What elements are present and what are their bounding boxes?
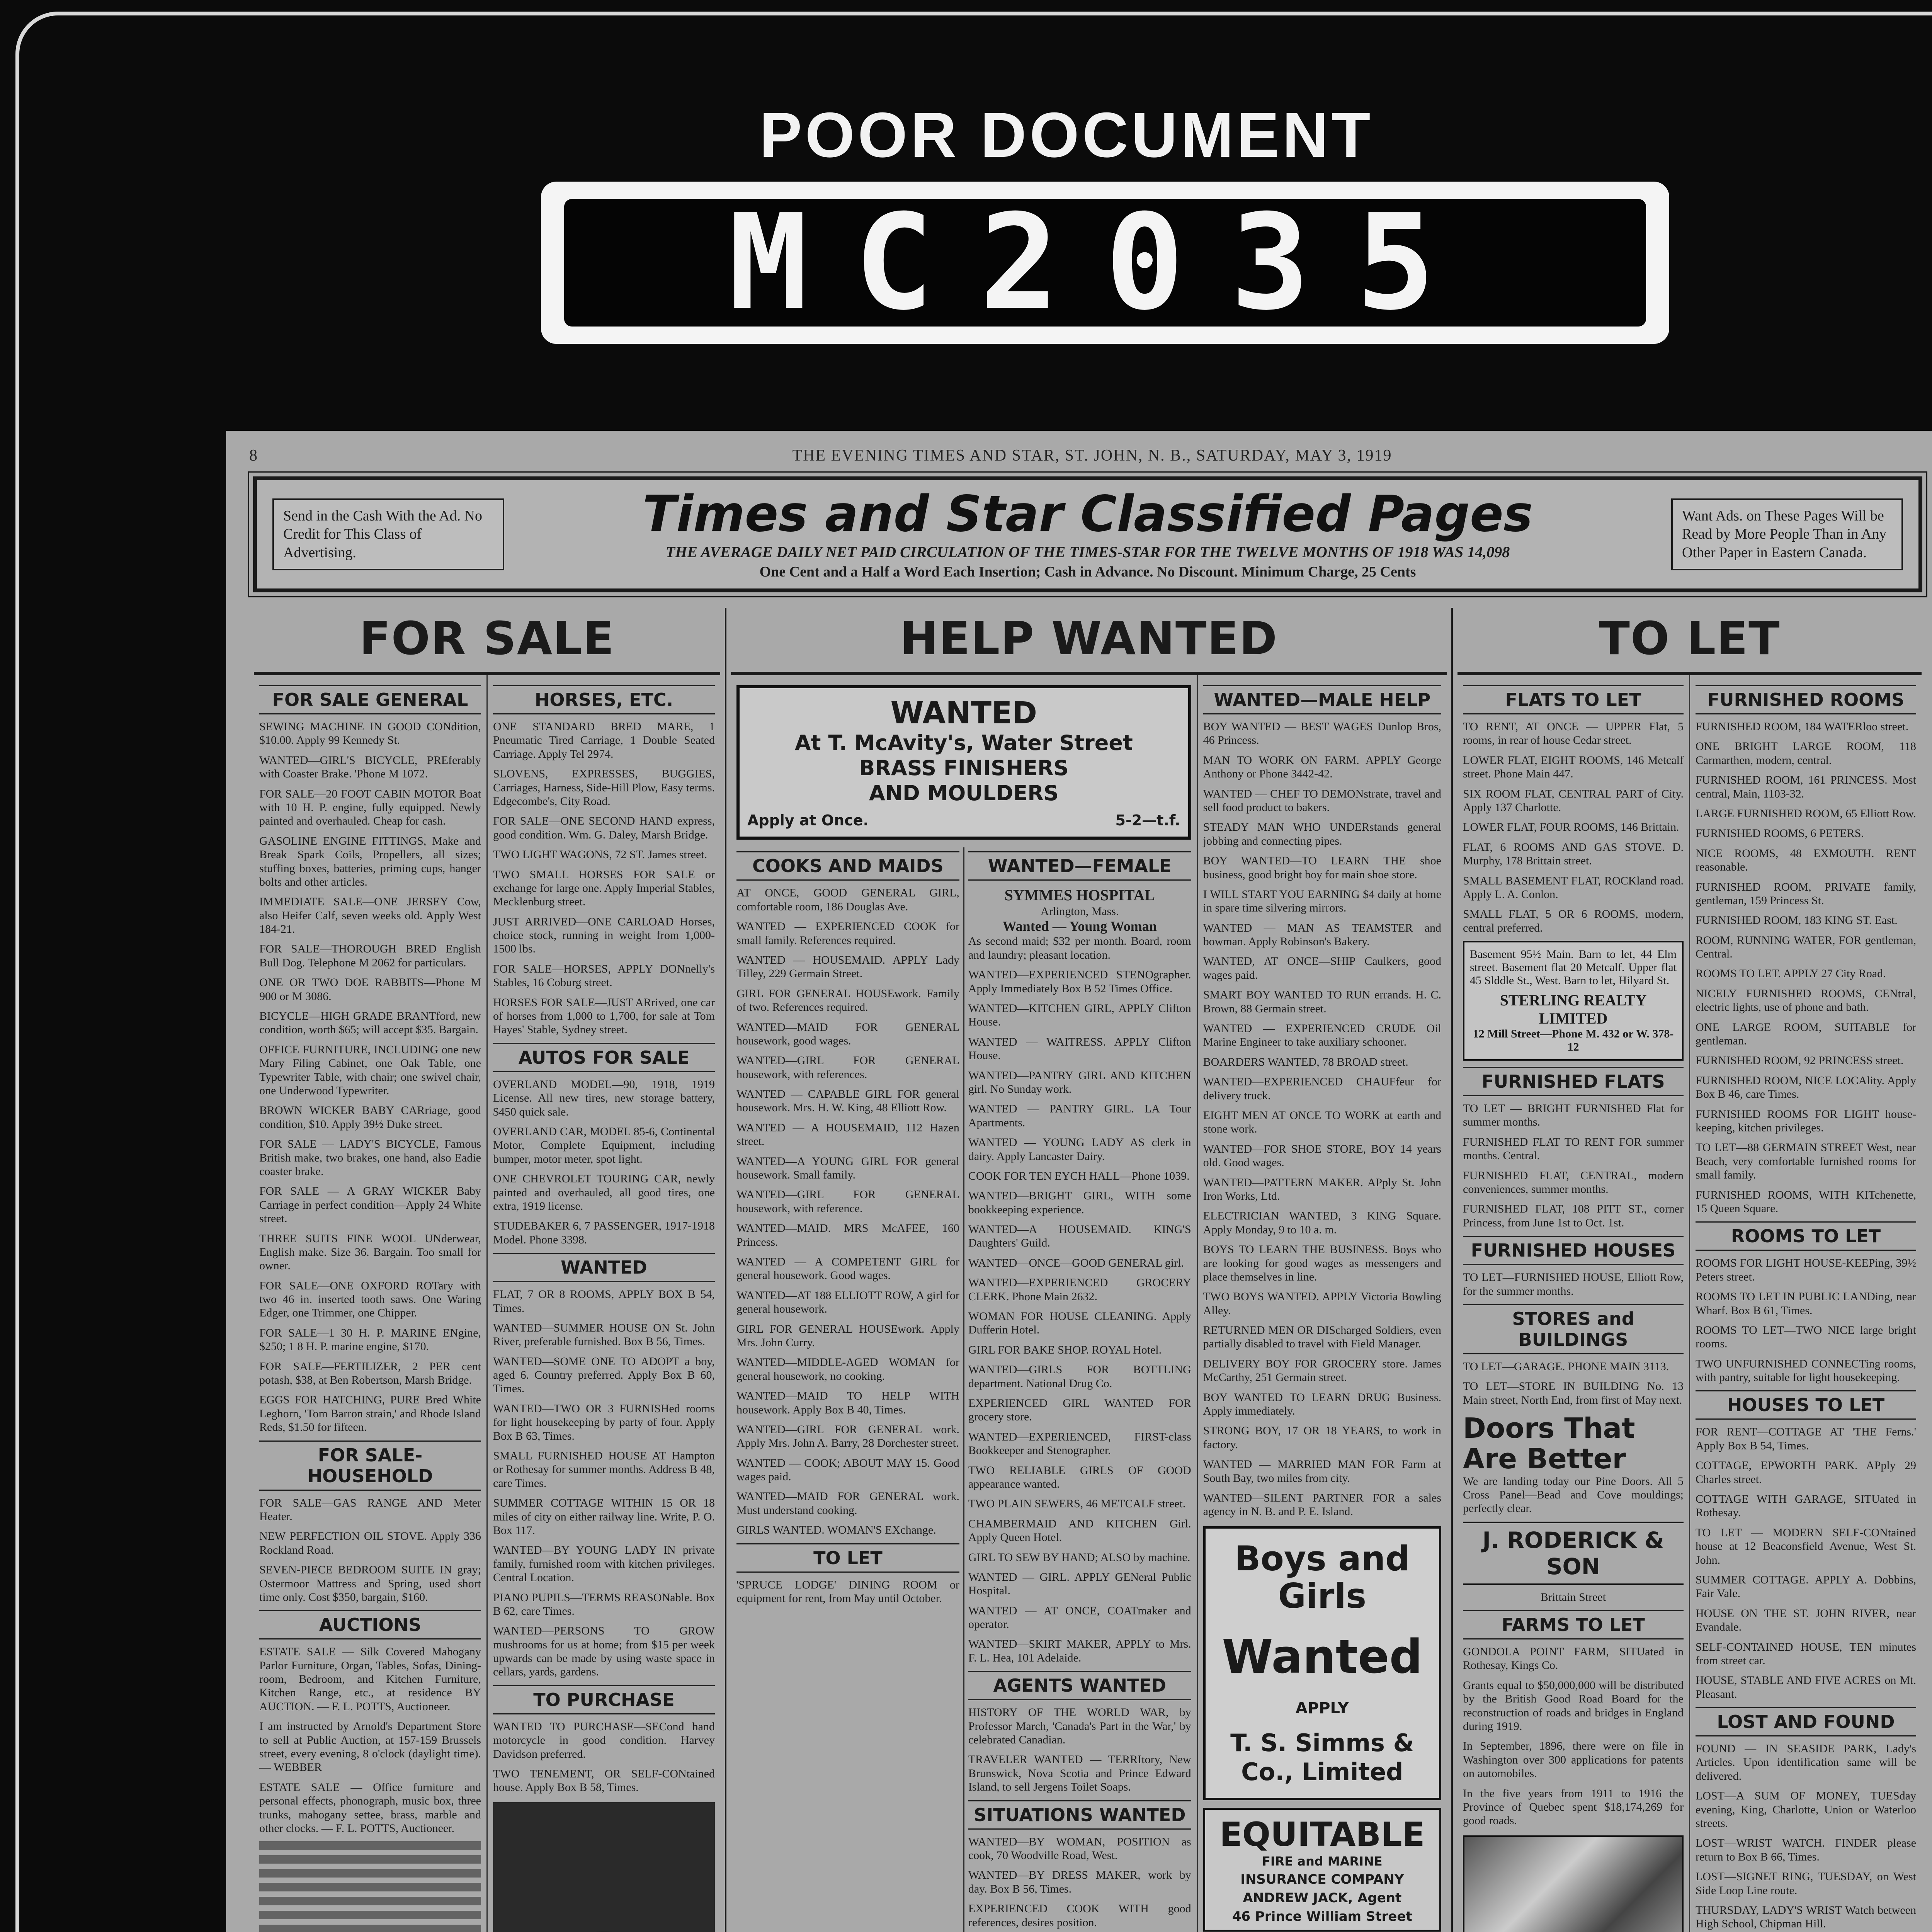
newspaper-page	[226, 431, 1932, 1932]
classified-ad: WANTED—SKIRT MAKER, APPLY to Mrs. F. L. Hea, 101 Adelaide.	[968, 1638, 1191, 1664]
classified-columns	[249, 608, 1926, 1932]
classified-ad: COTTAGE WITH GARAGE, SITUated in Rothesay.	[1696, 1493, 1916, 1519]
classified-ad: BICYCLE—HIGH GRADE BRANTford, new condition, worth $65; will accept $35. Bargain.	[259, 1010, 481, 1036]
classified-ad: FURNISHED FLAT, 108 PITT ST., corner Princess, from June 1st to Oct. 1st.	[1463, 1202, 1684, 1229]
help-col-1	[731, 675, 1198, 1932]
classified-ad: WANTED—EXPERIENCED, FIRST-class Bookkeeper and Stenographer.	[968, 1430, 1191, 1457]
classified-ad: FOR SALE—ONE OXFORD ROTary with two 46 in. inserted tooth saws. One Waring Edger, one Trimmer, one Chipper.	[259, 1279, 481, 1320]
category-heading: AUCTIONS	[259, 1610, 481, 1639]
illegible-text	[259, 1841, 481, 1932]
classified-ad: WANTED—GIRL'S BICYCLE, PREferably with Coaster Brake. 'Phone M 1072.	[259, 753, 481, 781]
for-sale-col-1	[254, 675, 488, 1932]
classified-ad: AT ONCE, GOOD GENERAL GIRL, comfortable room, 186 Douglas Ave.	[736, 886, 959, 913]
doors-ad-title: Doors That Are Better	[1463, 1412, 1635, 1475]
classified-ad: ONE OR TWO DOE RABBITS—Phone M 900 or M 3086.	[259, 976, 481, 1003]
classified-ad: COOK FOR TEN EYCH HALL—Phone 1039.	[968, 1169, 1190, 1182]
classified-ad: WANTED — HOUSEMAID. APPLY Lady Tilley, 229 Germain Street.	[736, 953, 959, 980]
classified-ad: ONE LARGE ROOM, SUITABLE for gentleman.	[1696, 1020, 1916, 1048]
category-heading: AUTOS FOR SALE	[493, 1043, 715, 1072]
classified-ad: OFFICE FURNITURE, INCLUDING one new Mary Filing Cabinet, one Oak Table, one Typewriter Table, with chair; one swivel chair, one Underwood Typewriter.	[259, 1043, 481, 1097]
classified-ad: FURNISHED FLAT TO RENT FOR summer months. Central.	[1463, 1135, 1684, 1162]
classified-ad: SMALL FURNISHED HOUSE AT Hampton or Rothesay for summer months. Address B 48, care Times.	[493, 1449, 715, 1490]
classified-ad: TRAVELER WANTED — TERRItory, New Brunswick, Nova Scotia and Prince Edward Island, to sell Jergens Toilet Soaps.	[968, 1753, 1191, 1794]
banner-right-box: Want Ads. on These Pages Will be Read by More People Than in Any Other Paper in Eastern Canada.	[1671, 498, 1903, 571]
classified-ad: WANTED — COOK; ABOUT MAY 15. Good wages paid.	[736, 1456, 959, 1483]
classified-ad: 'SPRUCE LODGE' DINING ROOM or equipment for rent, from May until October.	[736, 1578, 959, 1605]
classified-ad: FOUND — IN SEASIDE PARK, Lady's Articles. Upon identification same will be delivered.	[1696, 1742, 1916, 1782]
classified-ad: JUST ARRIVED—ONE CARLOAD Horses, choice stock, running in weight from 1,000-1500 lbs.	[493, 915, 715, 956]
classified-ad: FURNISHED ROOM, 92 PRINCESS street.	[1696, 1054, 1904, 1067]
poor-document-label: POOR DOCUMENT	[759, 99, 1374, 170]
classified-ad: DELIVERY BOY FOR GROCERY store. James McCarthy, 251 Germain street.	[1203, 1357, 1441, 1384]
classified-ad: OVERLAND CAR, MODEL 85-6, Continental Motor, Complete Equipment, including bumper, motor meter, spot light.	[493, 1125, 715, 1165]
classified-ad: ROOMS TO LET. APPLY 27 City Road.	[1696, 967, 1886, 980]
classified-ad: WANTED—A YOUNG GIRL FOR general housework. Small family.	[736, 1155, 959, 1182]
banner-left-box: Send in the Cash With the Ad. No Credit for This Class of Advertising.	[272, 498, 504, 571]
classified-ad: TO LET — MODERN SELF-CONtained house at 12 Beaconsfield Avenue, West St. John.	[1696, 1526, 1916, 1566]
classified-ad: HORSES FOR SALE—JUST ARrived, one car of horses from 1,000 to 1,700, for sale at Tom Hayes' Stable, Sydney street.	[493, 996, 715, 1036]
classified-ad: HOUSE, STABLE AND FIVE ACRES on Mt. Pleasant.	[1696, 1674, 1916, 1701]
to-let-col-2	[1690, 675, 1922, 1932]
classified-ad: PIANO PUPILS—TERMS REASONable. Box B 62, care Times.	[493, 1591, 715, 1617]
classified-ad: WANTED — MARRIED MAN FOR Farm at South Bay, two miles from city.	[1203, 1458, 1441, 1485]
classified-ad: TWO BOYS WANTED. APPLY Victoria Bowling Alley.	[1203, 1290, 1441, 1317]
classified-ad: SLOVENS, EXPRESSES, BUGGIES, Carriages, Harness, Side-Hill Plow, Easy terms. Edgecombe's, City Road.	[493, 767, 715, 808]
classified-ad: SEWING MACHINE IN GOOD CONdition, $10.00. Apply 99 Kennedy St.	[259, 720, 481, 747]
help-col-2	[1198, 675, 1447, 1932]
category-heading: HOUSES TO LET	[1696, 1390, 1916, 1420]
classified-ad: FOR RENT—COTTAGE AT 'THE Ferns.' Apply Box B 54, Times.	[1696, 1425, 1916, 1452]
classified-ad: EXPERIENCED GIRL WANTED FOR grocery store.	[968, 1396, 1191, 1423]
classified-ad: WANTED—MAID. MRS McAFEE, 160 Princess.	[736, 1222, 959, 1248]
classified-ad: RETURNED MEN OR DIScharged Soldiers, even partially disabled to travel with Field Manager.	[1203, 1324, 1441, 1350]
circulation-note: THE AVERAGE DAILY NET PAID CIRCULATION OF THE TIMES-STAR FOR THE TWELVE MONTHS OF 1918 WAS 14,098	[665, 543, 1510, 561]
classified-ad: FOR SALE—GAS RANGE AND Meter Heater.	[259, 1496, 481, 1523]
category-heading: FOR SALE-HOUSEHOLD	[259, 1440, 481, 1491]
classified-ad: ROOMS TO LET IN PUBLIC LANDing, near Wharf. Box B 61, Times.	[1696, 1290, 1916, 1317]
classified-ad: BOY WANTED—TO LEARN THE shoe business, good bright boy for main shoe store.	[1203, 854, 1441, 881]
page-title: Times and Star Classified Pages	[642, 485, 1533, 543]
classified-ad: WANTED—EXPERIENCED GROCERY CLERK. Phone Main 2632.	[968, 1276, 1191, 1303]
classified-ad: BROWN WICKER BABY CARriage, good condition, $10. Apply 39½ Duke street.	[259, 1104, 481, 1131]
classified-ad: WANTED — A COMPETENT GIRL for general housework. Good wages.	[736, 1255, 959, 1282]
category-heading: WANTED—MALE HELP	[1203, 685, 1441, 714]
banner-center	[504, 485, 1671, 580]
classified-ad: WANTED—MAID FOR GENERAL work. Must understand cooking.	[736, 1490, 959, 1517]
classified-ad: WANTED, AT ONCE—SHIP Caulkers, good wages paid.	[1203, 955, 1441, 981]
classified-ad: WANTED—GIRL FOR GENERAL work. Apply Mrs. John A. Barry, 28 Dorchester street.	[736, 1423, 959, 1450]
sterling-realty-ad: Basement 95½ Main. Barn to let, 44 Elm street. Basement flat 20 Metcalf. Upper flat 45 Slddle St., West. Barn to let, Hilyard St. STERLING REALTY LIMITED 12 Mill Street—Phone M. 432 or W. 378-12	[1463, 941, 1684, 1061]
classified-ad: GIRLS WANTED. WOMAN'S EXchange.	[736, 1524, 936, 1537]
classified-ad: HISTORY OF THE WORLD WAR, by Professor March, 'Canada's Part in the War,' by celebrated Canadian.	[968, 1706, 1191, 1747]
category-heading: LOST AND FOUND	[1696, 1707, 1916, 1736]
classified-ad: WANTED — WAITRESS. APPLY Clifton House.	[968, 1035, 1191, 1062]
category-heading: WANTED—FEMALE	[968, 851, 1191, 881]
category-heading: FARMS TO LET	[1463, 1610, 1684, 1639]
for-sale-section	[249, 608, 726, 1932]
classified-ad: EXPERIENCED COOK WITH good references, desires position.	[968, 1902, 1191, 1929]
classified-ad: WANTED—BRIGHT GIRL, WITH some bookkeeping experience.	[968, 1189, 1191, 1216]
category-heading: TO PURCHASE	[493, 1685, 715, 1714]
to-let-col-1: FLATS TO LET TO RENT, AT ONCE — UPPER Flat, 5 rooms, in rear of house Cedar street. LOWER FLAT, EIGHT ROOMS, 146 Metcalf street. Phone Main 447. SIX ROOM FLAT, CENTRAL PART of City. Apply 137 Charlotte. LOWER FLAT, FOUR ROOMS, 146 Brittain. FLAT, 6 ROOMS AND GAS STOVE. D. Murphy, 178 Brittain street. SMALL BASEMENT FLAT, ROCKland road. Apply L. A. Conlon. SMALL FLAT, 5 OR 6 ROOMS, modern, central preferred. Basement 95½ Main. Barn to let, 44 Elm street. Basement flat 20 Metcalf. Upper flat 45 Slddle St., West. Barn to let, Hilyard St. STERLING REALTY LIMITED 12 Mill Street—Phone M. 432 or W. 378-12 FURNISHED FLATS TO LET — BRIGHT FURNISHED Flat for summer months. FURNISHED FLAT TO RENT FOR summer months. Central. FURNISHED FLAT, CENTRAL, modern conveniences, summer months. FURNISHED FLAT, 108 PITT ST., corner Princess, from June 1st to Oct. 1st. FURNISHED HOUSES TO LET—FURNISHED HOUSE, Elliott Row, for the summer months. STORES and BUILDINGS TO LET—GARAGE. PHONE MAIN 3113. TO LET—STORE IN BUILDING No. 13 Main street, North End, from first of May next. Doors That Are Better We are landing today our Pine Doors. All 5 Cross Panel—Bead and Cove mouldings; perfectly clear. J. RODERICK & SON Brittain Street FARMS TO LET GONDOLA POINT FARM, SITUated in Rothesay, Kings Co. Grants equal to $50,000,000 will be distributed by the British Good Road Board for the reconstruction of roads and bridges in England during 1919. In September, 1896, there were on file in Washington over 300 applications for patents on automobiles. In the five years from 1911 to 1916 the Province of Quebec spent $18,174,269 for good roads.	[1458, 675, 1690, 1932]
classified-ad: WANTED—GIRLS FOR BOTTLING department. National Drug Co.	[968, 1363, 1191, 1390]
classified-ad: WANTED—PANTRY GIRL AND KITCHEN girl. No Sunday work.	[968, 1069, 1191, 1095]
classified-ad: LOST—SIGNET RING, TUESDAY, on West Side Loop Line route.	[1696, 1870, 1916, 1897]
classified-ad: WANTED — MAN AS TEAMSTER and bowman. Apply Robinson's Bakery.	[1203, 921, 1441, 948]
classified-ad: In the five years from 1911 to 1916 the Province of Quebec spent $18,174,269 for good roads.	[1463, 1787, 1684, 1827]
classified-ad: BOY WANTED TO LEARN DRUG Business. Apply immediately.	[1203, 1391, 1441, 1418]
classified-ad: WANTED—SILENT PARTNER FOR a sales agency in N. B. and P. E. Island.	[1203, 1491, 1441, 1518]
classified-ad: FOR SALE — A GRAY WICKER Baby Carriage in perfect condition—Apply 24 White street.	[259, 1185, 481, 1225]
classified-ad: FOR SALE—20 FOOT CABIN MOTOR Boat with 10 H. P. engine, fully equipped. Newly painted and overhauled. Cheap for cash.	[259, 787, 481, 828]
classified-ad: WANTED—BY WOMAN, POSITION as cook, 70 Woodville Road, West.	[968, 1835, 1191, 1862]
classified-ad: SMART BOY WANTED TO RUN errands. H. C. Brown, 88 Germain street.	[1203, 988, 1441, 1015]
classified-ad: ESTATE SALE — Office furniture and personal effects, phonograph, music box, three trunks, mahogany settee, brass, marble and other clocks. — F. L. POTTS, Auctioneer.	[259, 1781, 481, 1835]
classified-ad: TWO RELIABLE GIRLS OF GOOD appearance wanted.	[968, 1464, 1191, 1490]
classified-ad: WANTED—BY DRESS MAKER, work by day. Box B 56, Times.	[968, 1869, 1191, 1895]
classified-ad: TO LET — BRIGHT FURNISHED Flat for summer months.	[1463, 1102, 1684, 1129]
classified-ad: FLAT, 7 OR 8 ROOMS, APPLY BOX B 54, Times.	[493, 1288, 715, 1315]
classified-ad: Grants equal to $50,000,000 will be distributed by the British Good Road Board for the reconstruction of roads and bridges in England during 1919.	[1463, 1679, 1684, 1733]
classified-ad: HOUSE ON THE ST. JOHN RIVER, near Evandale.	[1696, 1607, 1916, 1634]
classified-ad: ROOMS FOR LIGHT HOUSE-KEEPing, 39½ Peters street.	[1696, 1257, 1916, 1283]
category-heading: HORSES, ETC.	[493, 685, 715, 714]
classified-ad: WANTED TO PURCHASE—SECond hand motorcycle in good condition. Harvey Davidson preferred.	[493, 1720, 715, 1760]
classified-ad: WANTED—AT 188 ELLIOTT ROW, A girl for general housework.	[736, 1289, 959, 1316]
classified-ad: GIRL FOR GENERAL HOUSEwork. Apply Mrs. John Curry.	[736, 1322, 959, 1349]
classified-ad: FOR SALE—THOROUGH BRED English Bull Dog. Telephone M 2062 for particulars.	[259, 942, 481, 969]
classified-ad: STUDEBAKER 6, 7 PASSENGER, 1917-1918 Model. Phone 3398.	[493, 1219, 715, 1246]
category-heading: WANTED	[493, 1253, 715, 1282]
help-wanted-heading: HELP WANTED	[731, 608, 1447, 675]
classified-ad: TWO PLAIN SEWERS, 46 METCALF street.	[968, 1497, 1186, 1510]
classified-ad: GONDOLA POINT FARM, SITUated in Rothesay, Kings Co.	[1463, 1645, 1684, 1672]
classified-ad: MAN TO WORK ON FARM. APPLY George Anthony or Phone 3442-42.	[1203, 753, 1441, 781]
classified-ad: EIGHT MEN AT ONCE TO WORK at earth and stone work.	[1203, 1109, 1441, 1136]
classified-ad: WANTED—A HOUSEMAID. KING'S Daughters' Guild.	[968, 1223, 1191, 1250]
classified-ad: TO LET—FURNISHED HOUSE, Elliott Row, for the summer months.	[1463, 1271, 1684, 1298]
dateline	[249, 446, 1926, 465]
help-wanted-section	[726, 608, 1453, 1932]
classified-ad: FOR SALE—1 30 H. P. MARINE ENgine, $250; 1 8 H. P. marine engine, $170.	[259, 1326, 481, 1353]
to-let-heading: TO LET	[1458, 608, 1922, 675]
classified-ad: FURNISHED FLAT, CENTRAL, modern conveniences, summer months.	[1463, 1169, 1684, 1196]
classified-ad: NICE ROOMS, 48 EXMOUTH. RENT reasonable.	[1696, 847, 1916, 874]
classified-ad: ONE BRIGHT LARGE ROOM, 118 Carmarthen, modern, central.	[1696, 740, 1916, 767]
classified-ad: FURNISHED ROOMS, 6 PETERS.	[1696, 827, 1864, 840]
classified-ad: WANTED—EXPERIENCED CHAUFfeur for delivery truck.	[1203, 1075, 1441, 1102]
classified-ad: LOWER FLAT, FOUR ROOMS, 146 Brittain.	[1463, 821, 1679, 834]
classified-ad: STRONG BOY, 17 OR 18 YEARS, to work in factory.	[1203, 1424, 1441, 1451]
category-heading: COOKS AND MAIDS	[736, 851, 959, 881]
classified-ad: FOR SALE—ONE SECOND HAND express, good condition. Wm. G. Daley, Marsh Bridge.	[493, 815, 715, 841]
category-heading: FLATS TO LET	[1463, 685, 1684, 714]
classified-ad: I am instructed by Arnold's Department Store to sell at Public Auction, at 157-159 Brussels street, every evening, 8 o'clock (daylight time). — WEBBER	[259, 1720, 481, 1774]
classified-ad: OVERLAND MODEL—90, 1918, 1919 License. All new tires, new storage battery, $450 quick sale.	[493, 1078, 715, 1118]
classified-ad: TO RENT, AT ONCE — UPPER Flat, 5 rooms, in rear of house Cedar street.	[1463, 720, 1684, 747]
classified-ad: THURSDAY, LADY'S WRIST Watch between High School, Chipman Hill.	[1696, 1904, 1916, 1930]
classified-ad: LOWER FLAT, EIGHT ROOMS, 146 Metcalf street. Phone Main 447.	[1463, 753, 1684, 781]
classified-ad: WANTED — EXPERIENCED COOK for small family. References required.	[736, 920, 959, 947]
classified-ad: TO LET—GARAGE. PHONE MAIN 3113.	[1463, 1360, 1669, 1373]
rates-note: One Cent and a Half a Word Each Insertion; Cash in Advance. No Discount. Minimum Charge, 25 Cents	[759, 563, 1416, 580]
classified-ad: FURNISHED ROOMS, WITH KITchenette, 15 Queen Square.	[1696, 1188, 1916, 1215]
classified-ad: BOY WANTED — BEST WAGES Dunlop Bros, 46 Princess.	[1203, 720, 1441, 747]
classified-ad: FLAT, 6 ROOMS AND GAS STOVE. D. Murphy, 178 Brittain street.	[1463, 840, 1684, 867]
classified-ad: GIRL TO SEW BY HAND; ALSO by machine.	[968, 1551, 1190, 1564]
classified-ad: ESTATE SALE — Silk Covered Mahogany Parlor Furniture, Organ, Tables, Sofas, Dining-room, Bedroom, and Kitchen Furniture, Kitchen Range, etc., at residence BY AUCTION. — F. L. POTTS, Auctioneer.	[259, 1645, 481, 1713]
classified-ad: SUMMER COTTAGE WITHIN 15 OR 18 miles of city on either railway line. Write, P. O. Box 117.	[493, 1497, 715, 1537]
category-heading: FURNISHED ROOMS	[1696, 685, 1916, 714]
category-heading: FURNISHED HOUSES	[1463, 1236, 1684, 1265]
classified-ad: NICELY FURNISHED ROOMS, CENtral, electric lights, use of phone and bath.	[1696, 987, 1916, 1014]
classified-ad: TWO SMALL HORSES FOR SALE or exchange for large one. Apply Imperial Stables, Mecklenburg street.	[493, 868, 715, 908]
for-sale-heading: FOR SALE	[254, 608, 720, 675]
classified-ad: WANTED — GIRL. APPLY GENeral Public Hospital.	[968, 1570, 1191, 1597]
classified-ad: WOMAN FOR HOUSE CLEANING. Apply Dufferin Hotel.	[968, 1310, 1191, 1337]
classified-ad: BOYS TO LEARN THE BUSINESS. Boys who are looking for good wages as messengers and place themselves in line.	[1203, 1243, 1441, 1283]
classified-ad: THREE SUITS FINE WOOL UNderwear, English make. Size 36. Bargain. Too small for owner.	[259, 1232, 481, 1272]
classified-banner	[253, 476, 1922, 592]
classified-ad: STEADY MAN WHO UNDERstands general jobbing and connecting pipes.	[1203, 821, 1441, 847]
classified-ad: BOARDERS WANTED, 78 BROAD street.	[1203, 1055, 1408, 1068]
classified-ad: TO LET—STORE IN BUILDING No. 13 Main street, North End, from first of May next.	[1463, 1380, 1684, 1406]
classified-ad: IMMEDIATE SALE—ONE JERSEY Cow, also Heifer Calf, seven weeks old. Apply West 184-21.	[259, 895, 481, 936]
classified-ad: WANTED—MAID FOR GENERAL housework, good wages.	[736, 1020, 959, 1047]
classified-ad: TO LET—88 GERMAIN STREET West, near Beach, very comfortable furnished rooms for small family.	[1696, 1141, 1916, 1182]
classified-ad: ELECTRICIAN WANTED, 3 KING Square. Apply Monday, 9 to 10 a. m.	[1203, 1209, 1441, 1236]
classified-ad: LOST—WRIST WATCH. FINDER please return to Box B 66, Times.	[1696, 1837, 1916, 1863]
classified-ad: ONE STANDARD BRED MARE, 1 Pneumatic Tired Carriage, 1 Double Seated Carriage. Apply Tel 2974.	[493, 720, 715, 760]
classified-ad: WANTED — AT ONCE, COATmaker and operator.	[968, 1604, 1191, 1631]
symmes-ad: SYMMES HOSPITAL Arlington, Mass. Wanted — Young Woman As second maid; $32 per month. Board, room and laundry; pleasant location.	[968, 886, 1191, 961]
classified-ad: FURNISHED ROOM, 184 WATERloo street.	[1696, 720, 1909, 733]
equitable-ad: EQUITABLE FIRE and MARINE INSURANCE COMPANY ANDREW JACK, Agent 46 Prince William Street	[1203, 1808, 1441, 1932]
classified-ad: TWO UNFURNISHED CONNECTing rooms, with pantry, suitable for light housekeeping.	[1696, 1357, 1916, 1384]
classified-ad: WANTED — CAPABLE GIRL FOR general housework. Mrs. H. W. King, 48 Elliott Row.	[736, 1088, 959, 1114]
horseshoe-icon	[503, 1895, 704, 1932]
classified-ad: GASOLINE ENGINE FITTINGS, Make and Break Spark Coils, Propellers, all sizes; stuffing boxes, batteries, priming cups, hanger bolts and other articles.	[259, 834, 481, 888]
classified-ad: FOR SALE—FERTILIZER, 2 PER cent potash, $38, at Ben Robertson, Marsh Bridge.	[259, 1360, 481, 1387]
classified-ad: WANTED—TWO OR 3 FURNISHed rooms for light housekeeping by party of four. Apply Box B 63, Times.	[493, 1402, 715, 1442]
classified-ad: SUMMER COTTAGE. APPLY A. Dobbins, Fair Vale.	[1696, 1573, 1916, 1600]
page-number: 8	[249, 447, 258, 464]
classified-ad: GIRL FOR GENERAL HOUSEwork. Family of two. References required.	[736, 987, 959, 1014]
classified-ad: LOST—A SUM OF MONEY, TUESday evening, King, Charlotte, Union or Waterloo streets.	[1696, 1789, 1916, 1830]
classified-ads-promo	[493, 1802, 715, 1932]
classified-ad: SIX ROOM FLAT, CENTRAL PART of City. Apply 137 Charlotte.	[1463, 787, 1684, 814]
classified-ad: WANTED—EXPERIENCED STENOgrapher. Apply Immediately Box B 52 Times Office.	[968, 968, 1191, 995]
classified-ad: FOR SALE—HORSES, APPLY DONnelly's Stables, 16 Coburg street.	[493, 962, 715, 989]
classified-ad: FURNISHED ROOMS FOR LIGHT house-keeping, kitchen privileges.	[1696, 1107, 1916, 1134]
classified-ad: TWO LIGHT WAGONS, 72 ST. James street.	[493, 848, 707, 861]
classified-ad: GIRL FOR BAKE SHOP. ROYAL Hotel.	[968, 1343, 1162, 1356]
category-heading: SITUATIONS WANTED	[968, 1800, 1191, 1830]
classified-ad: WANTED—MIDDLE-AGED WOMAN for general housework, no cooking.	[736, 1356, 959, 1383]
classified-ad: WANTED — CHEF TO DEMONstrate, travel and sell food product to bakers.	[1203, 787, 1441, 814]
classified-ad: EGGS FOR HATCHING, PURE Bred White Leghorn, 'Tom Barron strain,' and Rhode Island Reds, $1.50 for fifteen.	[259, 1393, 481, 1434]
classified-ad: WANTED—KITCHEN GIRL, APPLY Clifton House.	[968, 1002, 1191, 1029]
classified-ad: WANTED—PERSONS TO GROW mushrooms for us at home; from $15 per week upwards can be made by using waste space in cellars, yards, gardens.	[493, 1624, 715, 1679]
classified-ad: FURNISHED ROOM, NICE LOCAlity. Apply Box B 46, care Times.	[1696, 1074, 1916, 1101]
classified-ad: WANTED—SOME ONE TO ADOPT a boy, aged 6. Country preferred. Apply Box B 60, Times.	[493, 1355, 715, 1395]
category-heading: AGENTS WANTED	[968, 1671, 1191, 1700]
classified-ad: WANTED — YOUNG LADY AS clerk in dairy. Apply Lancaster Dairy.	[968, 1136, 1191, 1163]
classified-ad: SELF-CONTAINED HOUSE, TEN minutes from street car.	[1696, 1640, 1916, 1667]
classified-ad: SMALL BASEMENT FLAT, ROCKland road. Apply L. A. Conlon.	[1463, 874, 1684, 901]
reel-label	[541, 182, 1669, 344]
to-let-section	[1453, 608, 1926, 1932]
classified-ad: ROOM, RUNNING WATER, FOR gentleman, Central.	[1696, 934, 1916, 961]
classified-ad: COTTAGE, EPWORTH PARK. APply 29 Charles street.	[1696, 1459, 1916, 1486]
classified-ad: LARGE FURNISHED ROOM, 65 Elliott Row.	[1696, 807, 1916, 820]
category-heading: FURNISHED FLATS	[1463, 1067, 1684, 1096]
classified-ad: FURNISHED ROOM, 161 PRINCESS. Most central, Main, 1103-32.	[1696, 774, 1916, 800]
classified-ad: ONE CHEVROLET TOURING CAR, newly painted and overhauled, all good tires, one extra, 1919 license.	[493, 1172, 715, 1213]
classified-ad: WANTED—BY YOUNG LADY IN private family, furnished room with kitchen privileges. Central Location.	[493, 1544, 715, 1584]
classified-ad: FURNISHED ROOM, PRIVATE family, gentleman, 159 Princess St.	[1696, 880, 1916, 907]
classified-ad: WANTED—FOR SHOE STORE, BOY 14 years old. Good wages.	[1203, 1142, 1441, 1169]
classified-ad: WANTED — A HOUSEMAID, 112 Hazen street.	[736, 1121, 959, 1148]
classified-ad: WANTED — EXPERIENCED CRUDE Oil Marine Engineer to take auxiliary schooner.	[1203, 1022, 1441, 1049]
classified-ad: TWO TENEMENT, OR SELF-CONtained house. Apply Box B 58, Times.	[493, 1767, 715, 1794]
classified-ad: SEVEN-PIECE BEDROOM SUITE IN gray; Ostermoor Mattress and Spring, used short time only. Cost $350, bargain, $160.	[259, 1563, 481, 1604]
dateline-text: THE EVENING TIMES AND STAR, ST. JOHN, N. B., SATURDAY, MAY 3, 1919	[792, 447, 1392, 464]
classified-ad: I WILL START YOU EARNING $4 daily at home in spare time silvering mirrors.	[1203, 888, 1441, 915]
classified-ad: NEW PERFECTION OIL STOVE. Apply 336 Rockland Road.	[259, 1530, 481, 1556]
classified-ad: WANTED—MAID TO HELP WITH housework. Apply Box B 40, Times.	[736, 1389, 959, 1416]
classified-ad: WANTED—SUMMER HOUSE ON St. John River, preferable furnished. Box B 56, Times.	[493, 1321, 715, 1348]
classified-ad: In September, 1896, there were on file in Washington over 300 applications for patents on automobiles.	[1463, 1740, 1684, 1780]
roderick-ad: J. RODERICK & SON	[1463, 1522, 1684, 1585]
classified-ad: CHAMBERMAID AND KITCHEN Girl. Apply Queen Hotel.	[968, 1517, 1191, 1544]
category-heading: FOR SALE GENERAL	[259, 685, 481, 714]
classified-ad: FOR SALE — LADY'S BICYCLE, Famous British make, two brakes, one hand, also Eadie coaster brake.	[259, 1138, 481, 1178]
house-photo	[1463, 1835, 1684, 1932]
reel-id: MC2035	[564, 199, 1646, 327]
category-heading: TO LET	[736, 1543, 959, 1573]
classified-ad: WANTED—GIRL FOR GENERAL housework, with references.	[736, 1054, 959, 1081]
classified-ad: WANTED—PATTERN MAKER. APply St. John Iron Works, Ltd.	[1203, 1176, 1441, 1202]
classified-ad: WANTED—GIRL FOR GENERAL housework, with reference.	[736, 1188, 959, 1215]
boys-girls-ad: Boys and Girls Wanted APPLY T. S. Simms & Co., Limited	[1203, 1526, 1441, 1800]
classified-ad: ROOMS TO LET—TWO NICE large bright rooms.	[1696, 1323, 1916, 1350]
mcavity-ad: WANTED At T. McAvity's, Water Street BRASS FINISHERS AND MOULDERS Apply at Once. 5-2—t.f.	[736, 685, 1191, 840]
classified-ad: WANTED—ONCE—GOOD GENERAL girl.	[968, 1256, 1184, 1269]
category-heading: STORES and BUILDINGS	[1463, 1304, 1684, 1354]
classified-ad: FURNISHED ROOM, 183 KING ST. East.	[1696, 914, 1898, 927]
category-heading: ROOMS TO LET	[1696, 1221, 1916, 1251]
for-sale-col-2	[488, 675, 720, 1932]
classified-ad: WANTED — PANTRY GIRL. LA Tour Apartments.	[968, 1102, 1191, 1129]
classified-ad: SMALL FLAT, 5 OR 6 ROOMS, modern, central preferred.	[1463, 908, 1684, 934]
